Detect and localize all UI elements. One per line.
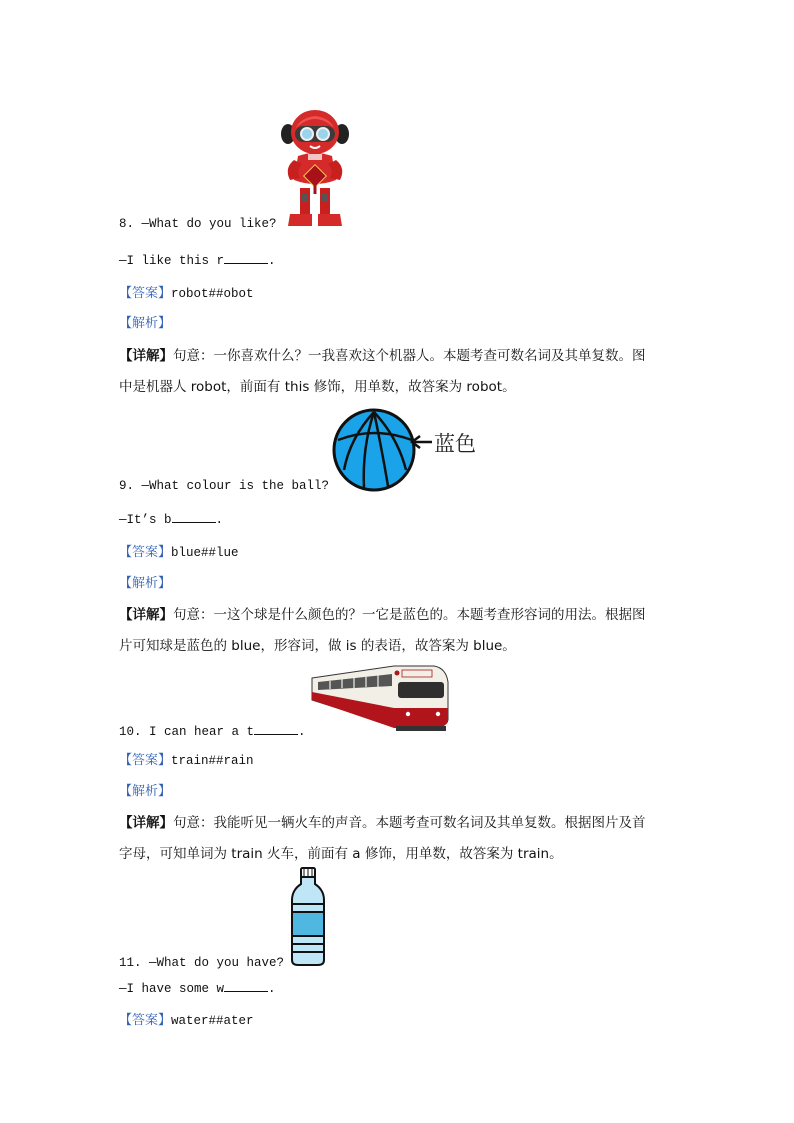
answer-line-8 — [119, 252, 276, 268]
answer-tag-8: 【答案】 — [119, 286, 172, 301]
answer-line-8-prefix: —I like this r — [119, 254, 225, 268]
answer-value-10: train##rain — [171, 754, 254, 768]
answer-row-11 — [119, 1009, 254, 1028]
analysis-tag-8: 【解析】 — [119, 316, 172, 331]
answer-blank-8 — [224, 252, 268, 264]
answer-tag-10: 【答案】 — [119, 753, 172, 768]
answer-value-11: water##ater — [171, 1014, 254, 1028]
question-8: 8. —What do you like? — [119, 217, 277, 231]
question-10-suffix: . — [298, 725, 306, 739]
question-9: 9. —What colour is the ball? — [119, 479, 330, 493]
ball-image — [332, 408, 482, 492]
detail-tag-9: 【详解】 — [119, 607, 173, 623]
answer-value-9: blue##lue — [171, 546, 239, 560]
detail-8-text-1: 句意：一你喜欢什么？一我喜欢这个机器人。本题考查可数名词及其单复数。图 — [173, 348, 646, 364]
answer-blank-11 — [224, 980, 268, 992]
answer-line-11-suffix: . — [268, 982, 276, 996]
answer-row-10 — [119, 749, 254, 768]
detail-10-text-1: 句意：我能听见一辆火车的声音。本题考查可数名词及其单复数。根据图片及首 — [173, 815, 646, 831]
detail-tag-8: 【详解】 — [119, 348, 173, 364]
ball-color-label: 蓝色 — [434, 432, 476, 456]
answer-row-9 — [119, 541, 239, 560]
answer-line-8-suffix: . — [268, 254, 276, 268]
question-10-prefix: 10. I can hear a t — [119, 725, 255, 739]
detail-9-line-2: 片可知球是蓝色的 blue，形容词，做 is 的表语，故答案为 blue。 — [119, 638, 516, 654]
robot-image — [280, 108, 350, 230]
answer-line-11-prefix: —I have some w — [119, 982, 225, 996]
analysis-tag-10: 【解析】 — [119, 784, 172, 799]
answer-blank-9 — [172, 511, 216, 523]
answer-blank-10 — [254, 723, 298, 735]
train-image — [310, 660, 450, 732]
answer-line-9-suffix: . — [215, 513, 224, 527]
question-11: 11. —What do you have? — [119, 956, 285, 970]
detail-tag-10: 【详解】 — [119, 815, 173, 831]
detail-9-line-1 — [119, 603, 646, 623]
detail-8-line-1 — [119, 344, 646, 364]
answer-tag-9: 【答案】 — [119, 545, 172, 560]
answer-line-9-prefix: —It’s b — [119, 513, 172, 527]
answer-line-11 — [119, 980, 276, 996]
question-10 — [119, 723, 306, 739]
detail-8-line-2: 中是机器人 robot，前面有 this 修饰，用单数，故答案为 robot。 — [119, 379, 516, 395]
answer-line-9 — [119, 511, 223, 527]
detail-10-line-1 — [119, 811, 646, 831]
water-bottle-image — [288, 866, 328, 968]
answer-row-8 — [119, 282, 254, 301]
answer-value-8: robot##obot — [171, 287, 254, 301]
analysis-tag-9: 【解析】 — [119, 576, 172, 591]
detail-9-text-1: 句意：一这个球是什么颜色的？一它是蓝色的。本题考查形容词的用法。根据图 — [173, 607, 646, 623]
detail-10-line-2: 字母，可知单词为 train 火车，前面有 a 修饰，用单数，故答案为 train。 — [119, 846, 563, 862]
answer-tag-11: 【答案】 — [119, 1013, 172, 1028]
